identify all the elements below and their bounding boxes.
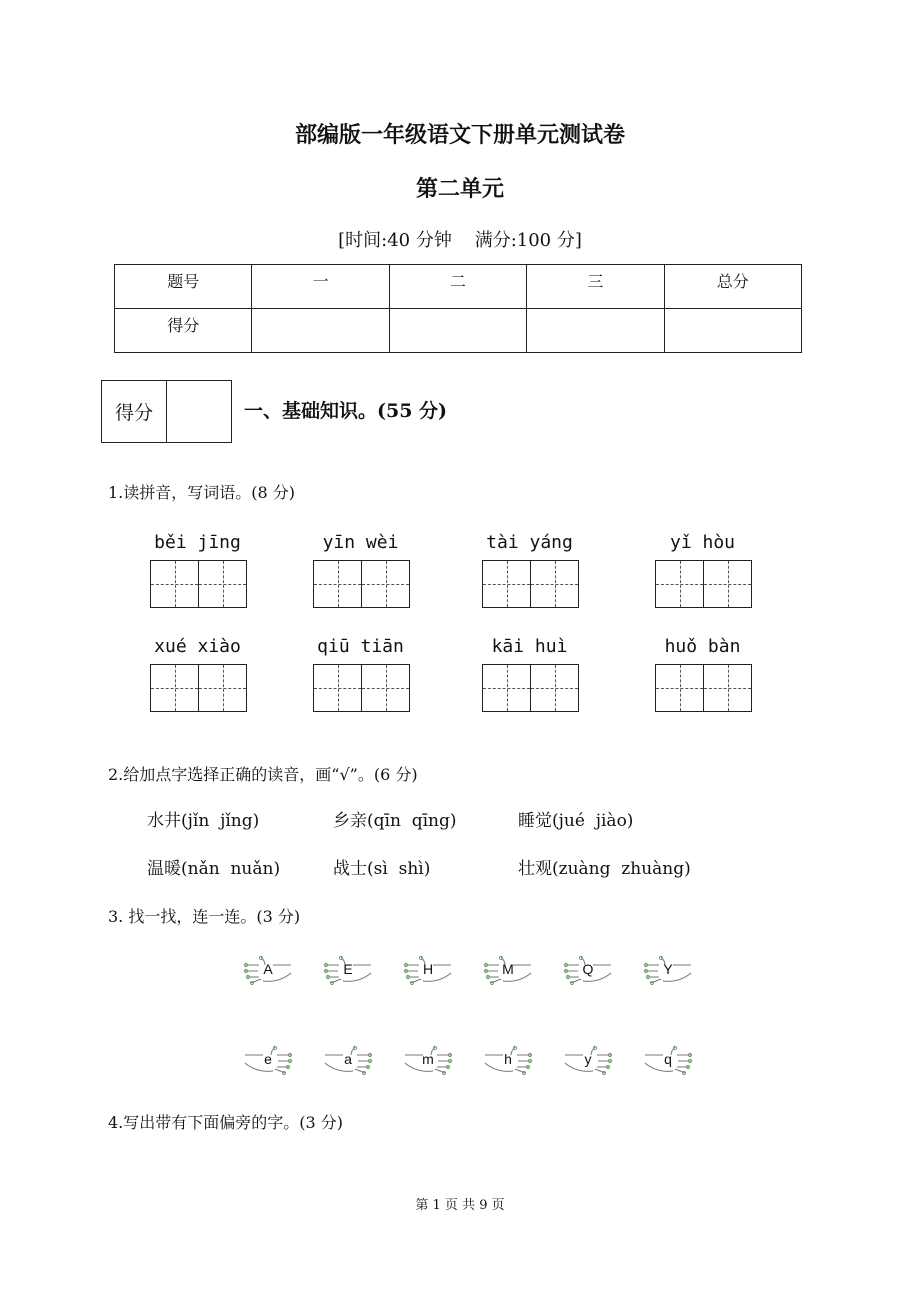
page-footer: 第 1 页 共 9 页	[415, 1198, 505, 1213]
pinyin-label: yīn wèi	[322, 532, 399, 553]
grid-cell[interactable]	[656, 561, 704, 607]
writing-grid[interactable]	[655, 664, 752, 712]
pinyin-label: yǐ hòu	[669, 532, 736, 553]
writing-grid[interactable]	[313, 664, 410, 712]
question-1: 1.读拼音，写词语。(8 分)	[108, 483, 296, 502]
score-table	[114, 264, 802, 353]
letter: m	[422, 1051, 434, 1067]
letter: h	[504, 1051, 512, 1067]
letter-hand[interactable]	[403, 1045, 453, 1077]
pinyin-label: xué xiào	[154, 636, 241, 657]
option-item[interactable]: 温暖(nǎn nuǎn)	[147, 859, 281, 879]
section-heading: 一、基础知识。(55 分)	[244, 400, 448, 422]
section-score-box	[101, 380, 232, 443]
score-cell[interactable]	[527, 309, 664, 353]
unit-subtitle: 第二单元	[415, 176, 504, 202]
grid-cell[interactable]	[151, 561, 199, 607]
letter-hand[interactable]	[563, 955, 613, 987]
grid-cell[interactable]	[199, 665, 246, 711]
writing-grid[interactable]	[482, 560, 579, 608]
header-cell: 题号	[115, 265, 252, 309]
letter: a	[344, 1051, 352, 1067]
grid-cell[interactable]	[656, 665, 704, 711]
letter-hand[interactable]	[403, 955, 453, 987]
writing-grid[interactable]	[150, 560, 247, 608]
option-item[interactable]: 战士(sì shì)	[333, 859, 431, 879]
writing-grid[interactable]	[482, 664, 579, 712]
header-cell: 一	[252, 265, 389, 309]
letter: q	[664, 1051, 672, 1067]
letter-hand[interactable]	[483, 955, 533, 987]
pinyin-label: huǒ bàn	[664, 636, 741, 657]
letter: e	[264, 1051, 272, 1067]
question-3: 3. 找一找，连一连。(3 分)	[108, 907, 301, 926]
score-cell[interactable]	[664, 309, 801, 353]
table-row	[115, 265, 802, 309]
score-cell[interactable]	[389, 309, 526, 353]
letter: H	[422, 961, 434, 977]
option-item[interactable]: 壮观(zuàng zhuàng)	[518, 859, 691, 879]
option-item[interactable]: 乡亲(qīn qīng)	[333, 811, 457, 831]
pinyin-label: běi jīng	[154, 532, 241, 553]
score-label: 得分	[102, 381, 167, 442]
grid-cell[interactable]	[199, 561, 246, 607]
score-entry[interactable]	[167, 381, 231, 442]
option-item[interactable]: 水井(jǐn jǐng)	[147, 811, 260, 831]
letter-hand[interactable]	[643, 1045, 693, 1077]
question-4: 4.写出带有下面偏旁的字。(3 分)	[108, 1113, 344, 1132]
row-label: 得分	[115, 309, 252, 353]
grid-cell[interactable]	[314, 665, 362, 711]
grid-cell[interactable]	[531, 665, 578, 711]
pinyin-label: kāi huì	[491, 636, 568, 657]
grid-cell[interactable]	[314, 561, 362, 607]
grid-cell[interactable]	[704, 665, 751, 711]
letter: E	[343, 961, 353, 977]
table-row	[115, 309, 802, 353]
letter: M	[502, 961, 514, 977]
letter-hand[interactable]	[243, 1045, 293, 1077]
writing-grid[interactable]	[150, 664, 247, 712]
letter-hand[interactable]	[323, 1045, 373, 1077]
letter: Q	[582, 961, 594, 977]
letter-hand[interactable]	[323, 955, 373, 987]
header-cell: 三	[527, 265, 664, 309]
header-cell: 总分	[664, 265, 801, 309]
grid-cell[interactable]	[704, 561, 751, 607]
writing-grid[interactable]	[313, 560, 410, 608]
letter: Y	[663, 961, 673, 977]
letter: A	[263, 961, 273, 977]
grid-cell[interactable]	[362, 561, 409, 607]
writing-grid[interactable]	[655, 560, 752, 608]
pinyin-label: qiū tiān	[317, 636, 404, 657]
letter-hand[interactable]	[483, 1045, 533, 1077]
grid-cell[interactable]	[531, 561, 578, 607]
page-title: 部编版一年级语文下册单元测试卷	[294, 122, 625, 148]
grid-cell[interactable]	[362, 665, 409, 711]
grid-cell[interactable]	[483, 665, 531, 711]
pinyin-label: tài yáng	[486, 532, 573, 553]
exam-meta: [时间:40 分钟 满分:100 分]	[338, 230, 582, 251]
grid-cell[interactable]	[151, 665, 199, 711]
letter-hand[interactable]	[243, 955, 293, 987]
option-item[interactable]: 睡觉(jué jiào)	[518, 811, 634, 831]
letter-hand[interactable]	[643, 955, 693, 987]
score-cell[interactable]	[252, 309, 389, 353]
grid-cell[interactable]	[483, 561, 531, 607]
letter: y	[584, 1051, 592, 1067]
header-cell: 二	[389, 265, 526, 309]
question-2: 2.给加点字选择正确的读音，画“√”。(6 分)	[108, 765, 418, 784]
letter-hand[interactable]	[563, 1045, 613, 1077]
